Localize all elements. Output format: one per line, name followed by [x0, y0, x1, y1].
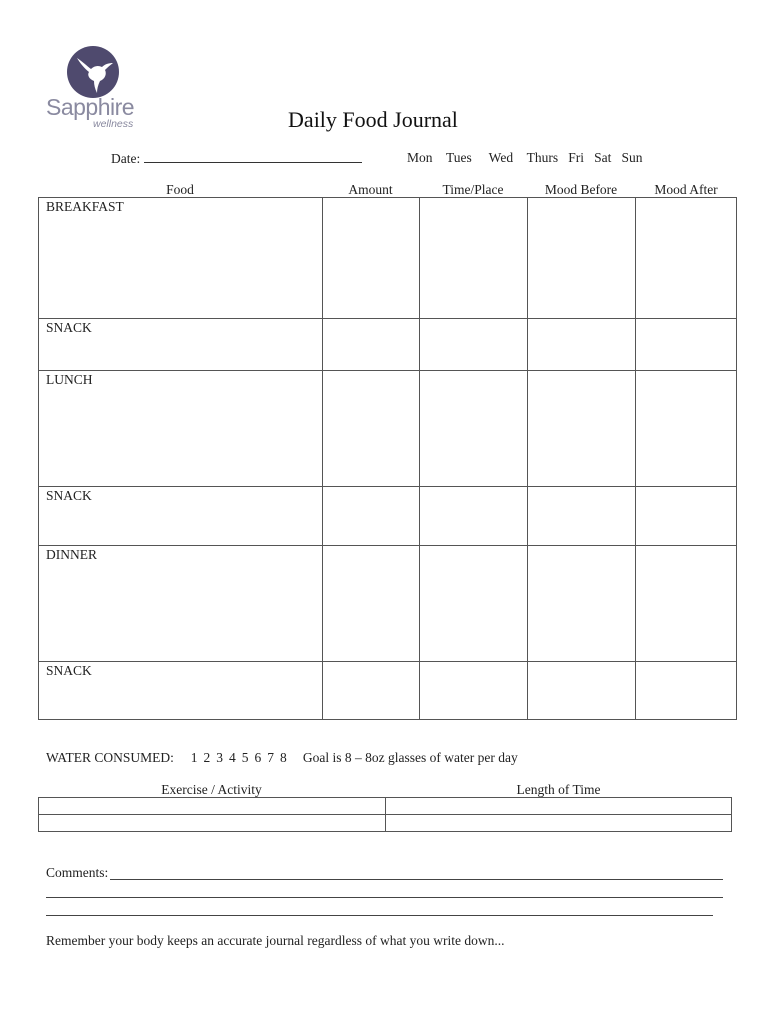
table-divider — [635, 197, 636, 720]
table-divider — [419, 197, 420, 720]
day-sat[interactable]: Sat — [594, 150, 612, 165]
water-glass-option[interactable]: 2 — [203, 750, 211, 765]
meal-label-snack: SNACK — [46, 663, 92, 678]
row-divider — [38, 370, 737, 371]
weekday-list — [407, 150, 643, 166]
date-label: Date: — [111, 151, 141, 166]
brand-tagline: wellness — [93, 118, 134, 130]
water-glass-option[interactable]: 8 — [280, 750, 287, 765]
table-divider — [322, 197, 323, 720]
column-header-amount: Amount — [348, 182, 393, 197]
brand-name: Sapphire — [46, 94, 135, 120]
row-divider — [38, 486, 737, 487]
column-header-time-place: Time/Place — [442, 182, 504, 197]
column-header-mood-after: Mood After — [654, 182, 718, 197]
comments-line[interactable] — [110, 879, 723, 880]
column-header-mood-before: Mood Before — [544, 182, 618, 197]
water-goal: Goal is 8 – 8oz glasses of water per day — [302, 750, 518, 765]
reminder-text: Remember your body keeps an accurate journal regardless of what you write down... — [46, 933, 505, 948]
page-title: Daily Food Journal — [288, 107, 458, 132]
day-thu[interactable]: Thurs — [526, 150, 559, 165]
water-label: WATER CONSUMED: — [46, 750, 174, 765]
water-glass-option[interactable]: 1 — [190, 750, 198, 765]
column-header-food: Food — [166, 182, 194, 197]
water-glass-list — [191, 750, 293, 765]
date-line[interactable] — [144, 150, 362, 163]
water-glass-option[interactable]: 5 — [241, 750, 249, 765]
meal-label-dinner: DINNER — [46, 547, 97, 562]
comments-line[interactable] — [46, 897, 723, 898]
meal-label-lunch: LUNCH — [46, 372, 93, 387]
meal-label-snack: SNACK — [46, 488, 92, 503]
day-sun[interactable]: Sun — [621, 150, 643, 165]
meal-label-breakfast: BREAKFAST — [46, 199, 124, 214]
meal-label-snack: SNACK — [46, 320, 92, 335]
comments-line[interactable] — [46, 915, 713, 916]
table-divider — [527, 197, 528, 720]
water-glass-option[interactable]: 4 — [229, 750, 236, 765]
food-log-table[interactable] — [38, 197, 737, 720]
date-field — [111, 150, 362, 167]
water-consumed-row — [46, 750, 518, 766]
column-header-exercise: Exercise / Activity — [161, 782, 262, 797]
row-divider — [38, 545, 737, 546]
day-tue[interactable]: Tues — [446, 150, 472, 165]
comments-label: Comments: — [46, 865, 109, 880]
day-wed[interactable]: Wed — [488, 150, 514, 165]
hummingbird-icon — [67, 46, 119, 98]
water-glass-option[interactable]: 7 — [267, 750, 275, 765]
water-glass-option[interactable]: 3 — [216, 750, 224, 765]
day-fri[interactable]: Fri — [568, 150, 584, 165]
table-divider — [385, 797, 386, 832]
row-divider — [38, 661, 737, 662]
day-mon[interactable]: Mon — [407, 150, 433, 165]
column-header-length-of-time: Length of Time — [516, 782, 601, 797]
row-divider — [38, 318, 737, 319]
water-glass-option[interactable]: 6 — [254, 750, 262, 765]
